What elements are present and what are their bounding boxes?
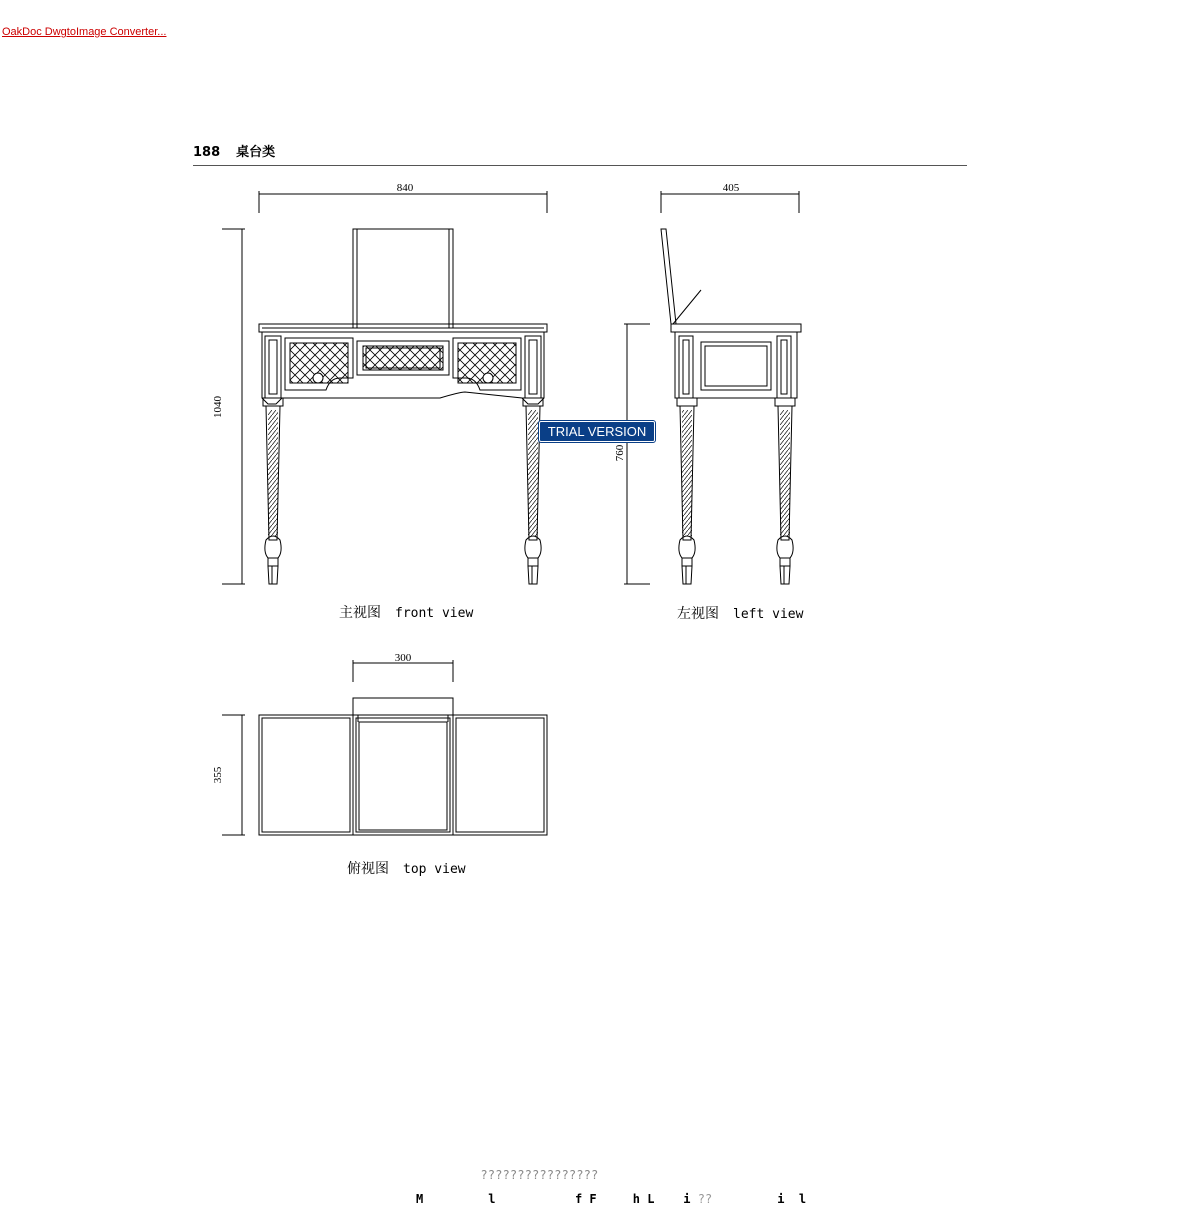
section-title: 桌台类 [236, 145, 276, 160]
dim-top-depth [222, 715, 245, 835]
front-view [222, 191, 547, 584]
footer-line-2-pre: M l f F h L i [416, 1192, 691, 1206]
left-view [624, 191, 801, 584]
footer-page-number: ?? [697, 1192, 713, 1206]
top-section-center [356, 718, 450, 832]
front-mirror [353, 229, 453, 328]
caption-top-en: top view [403, 862, 466, 877]
caption-front-en: front view [395, 606, 474, 621]
side-leg-front [677, 398, 697, 584]
dim-top-mirror-width-label: 300 [394, 652, 412, 664]
top-mirror [353, 698, 453, 715]
top-view [222, 660, 547, 835]
side-panel [701, 342, 771, 390]
caption-front-cn: 主视图 [339, 605, 381, 621]
footer-line-1: ???????????????? [481, 1168, 599, 1182]
caption-left-view [677, 603, 803, 623]
side-leg-back [775, 398, 795, 584]
side-mirror [661, 229, 676, 324]
page-number: 188 [193, 145, 221, 160]
top-section-left [262, 718, 350, 832]
dim-front-width-label: 840 [396, 182, 414, 194]
caption-left-en: left view [733, 607, 804, 622]
caption-front-view [339, 602, 473, 622]
caption-top-view [347, 858, 466, 878]
dim-side-depth [661, 191, 799, 213]
footer-line-2-post: i l [712, 1192, 807, 1206]
dim-top-depth-label: 355 [212, 766, 224, 784]
top-outline [259, 715, 547, 835]
converter-link[interactable]: OakDoc DwgtoImage Converter... [2, 26, 167, 38]
dim-side-depth-label: 405 [722, 182, 740, 194]
dim-front-width [259, 191, 547, 213]
caption-left-cn: 左视图 [677, 606, 719, 622]
side-tabletop [671, 324, 801, 332]
dim-side-height-label: 760 [614, 444, 626, 462]
caption-top-cn: 俯视图 [347, 861, 389, 877]
trial-version-watermark: TRIAL VERSION [539, 421, 655, 442]
footer-line-2 [416, 1192, 806, 1206]
dim-front-height-label: 1040 [212, 396, 224, 418]
dim-front-height [222, 229, 245, 584]
dim-side-height [624, 324, 650, 584]
front-leg-left [263, 398, 283, 584]
top-section-right [456, 718, 544, 832]
